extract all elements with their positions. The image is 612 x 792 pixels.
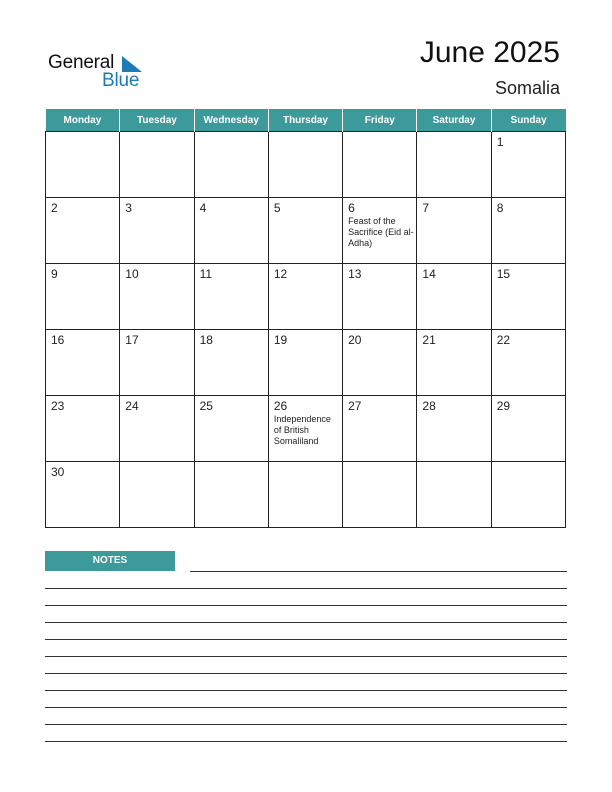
calendar-day-cell — [417, 198, 491, 264]
calendar-day-cell — [268, 396, 342, 462]
holiday-label — [492, 466, 565, 468]
day-number: 11 — [199, 267, 213, 281]
weekday-header: Saturday — [417, 109, 491, 132]
note-line — [45, 605, 567, 606]
calendar-day-cell — [194, 264, 268, 330]
holiday-label — [269, 466, 342, 468]
day-number: 8 — [496, 201, 504, 215]
calendar-day-cell — [417, 264, 491, 330]
note-line — [45, 656, 567, 657]
calendar-day-cell — [46, 396, 120, 462]
calendar-day-cell — [343, 264, 417, 330]
calendar-day-cell — [491, 330, 565, 396]
calendar-day-cell — [120, 264, 194, 330]
day-number: 13 — [348, 267, 362, 281]
calendar-day-cell — [343, 462, 417, 528]
calendar-day-cell — [120, 330, 194, 396]
day-number: 30 — [51, 465, 65, 479]
day-number: 10 — [125, 267, 139, 281]
calendar-day-cell — [46, 132, 120, 198]
day-number: 9 — [51, 267, 58, 281]
day-number: 21 — [422, 333, 436, 347]
calendar-day-cell — [120, 462, 194, 528]
holiday-label — [46, 136, 119, 138]
day-number: 29 — [496, 399, 511, 413]
day-number: 18 — [199, 333, 213, 347]
day-number: 14 — [422, 267, 436, 281]
day-number: 20 — [348, 333, 362, 347]
day-number: 15 — [496, 267, 511, 281]
day-number: 12 — [273, 267, 288, 281]
note-line — [45, 724, 567, 725]
holiday-label — [269, 136, 342, 138]
page-title: June 2025 — [419, 36, 560, 69]
calendar-day-cell — [491, 264, 565, 330]
calendar-day-cell — [491, 462, 565, 528]
holiday-label — [343, 136, 416, 138]
calendar-day-cell — [46, 462, 120, 528]
calendar-day-cell — [194, 396, 268, 462]
day-number: 2 — [51, 201, 58, 215]
logo — [48, 52, 158, 92]
calendar-day-cell — [268, 462, 342, 528]
calendar-week-row — [46, 330, 566, 396]
calendar-day-cell — [268, 264, 342, 330]
note-line — [45, 639, 567, 640]
note-line — [45, 707, 567, 708]
weekday-header-row — [46, 109, 566, 132]
weekday-header: Monday — [46, 109, 120, 132]
calendar-day-cell — [491, 132, 565, 198]
day-number: 23 — [51, 399, 65, 413]
day-number: 28 — [422, 399, 436, 413]
calendar-day-cell — [417, 396, 491, 462]
calendar-day-cell — [417, 462, 491, 528]
logo-general-text: General — [48, 52, 115, 73]
calendar-day-cell — [194, 330, 268, 396]
calendar-week-row — [46, 132, 566, 198]
calendar-day-cell — [417, 132, 491, 198]
weekday-header: Sunday — [491, 109, 565, 132]
day-number: 1 — [496, 135, 504, 149]
calendar-day-cell — [46, 330, 120, 396]
calendar-day-cell — [46, 264, 120, 330]
holiday-label — [343, 466, 416, 468]
day-number: 24 — [125, 399, 139, 413]
calendar-day-cell — [491, 198, 565, 264]
calendar-day-cell — [343, 330, 417, 396]
day-number: 5 — [273, 201, 281, 215]
note-line — [45, 690, 567, 691]
calendar-day-cell — [343, 396, 417, 462]
weekday-header: Wednesday — [194, 109, 268, 132]
calendar-day-cell — [417, 330, 491, 396]
calendar-week-row — [46, 198, 566, 264]
calendar-day-cell — [491, 396, 565, 462]
calendar-week-row — [46, 264, 566, 330]
holiday-label: Independence of British Somaliland — [273, 414, 331, 446]
day-number: 6 — [348, 201, 355, 215]
logo-blue-text: Blue — [102, 70, 140, 91]
note-line — [190, 571, 567, 572]
calendar-grid — [45, 109, 566, 528]
day-number: 16 — [51, 333, 65, 347]
day-number: 3 — [125, 201, 132, 215]
day-number: 27 — [348, 399, 362, 413]
holiday-label — [120, 136, 193, 138]
calendar-day-cell — [268, 330, 342, 396]
note-line — [45, 673, 567, 674]
holiday-label — [417, 466, 490, 468]
day-number: 7 — [422, 201, 430, 215]
calendar-day-cell — [268, 132, 342, 198]
calendar-day-cell — [194, 132, 268, 198]
calendar-day-cell — [268, 198, 342, 264]
calendar-day-cell — [120, 132, 194, 198]
note-line — [45, 741, 567, 742]
country-name: Somalia — [494, 78, 560, 98]
day-number: 17 — [125, 333, 139, 347]
calendar-day-cell — [194, 198, 268, 264]
day-number: 26 — [273, 399, 288, 413]
day-number: 19 — [273, 333, 288, 347]
calendar-day-cell — [194, 462, 268, 528]
calendar-week-row — [46, 396, 566, 462]
calendar-week-row — [46, 462, 566, 528]
calendar-day-cell — [120, 396, 194, 462]
note-line — [45, 588, 567, 589]
calendar-body — [46, 132, 566, 528]
holiday-label — [120, 466, 193, 468]
weekday-header: Tuesday — [120, 109, 194, 132]
day-number: 4 — [199, 201, 207, 215]
weekday-header: Friday — [343, 109, 417, 132]
notes-label: NOTES — [45, 551, 175, 571]
note-line — [45, 622, 567, 623]
holiday-label: Feast of the Sacrifice (Eid al-Adha) — [348, 216, 414, 248]
holiday-label — [195, 136, 268, 138]
holiday-label — [195, 466, 268, 468]
weekday-header: Thursday — [268, 109, 342, 132]
calendar-day-cell — [120, 198, 194, 264]
calendar-day-cell — [343, 132, 417, 198]
day-number: 25 — [199, 399, 213, 413]
holiday-label — [417, 136, 490, 138]
calendar-day-cell — [343, 198, 417, 264]
calendar-day-cell — [46, 198, 120, 264]
day-number: 22 — [496, 333, 511, 347]
